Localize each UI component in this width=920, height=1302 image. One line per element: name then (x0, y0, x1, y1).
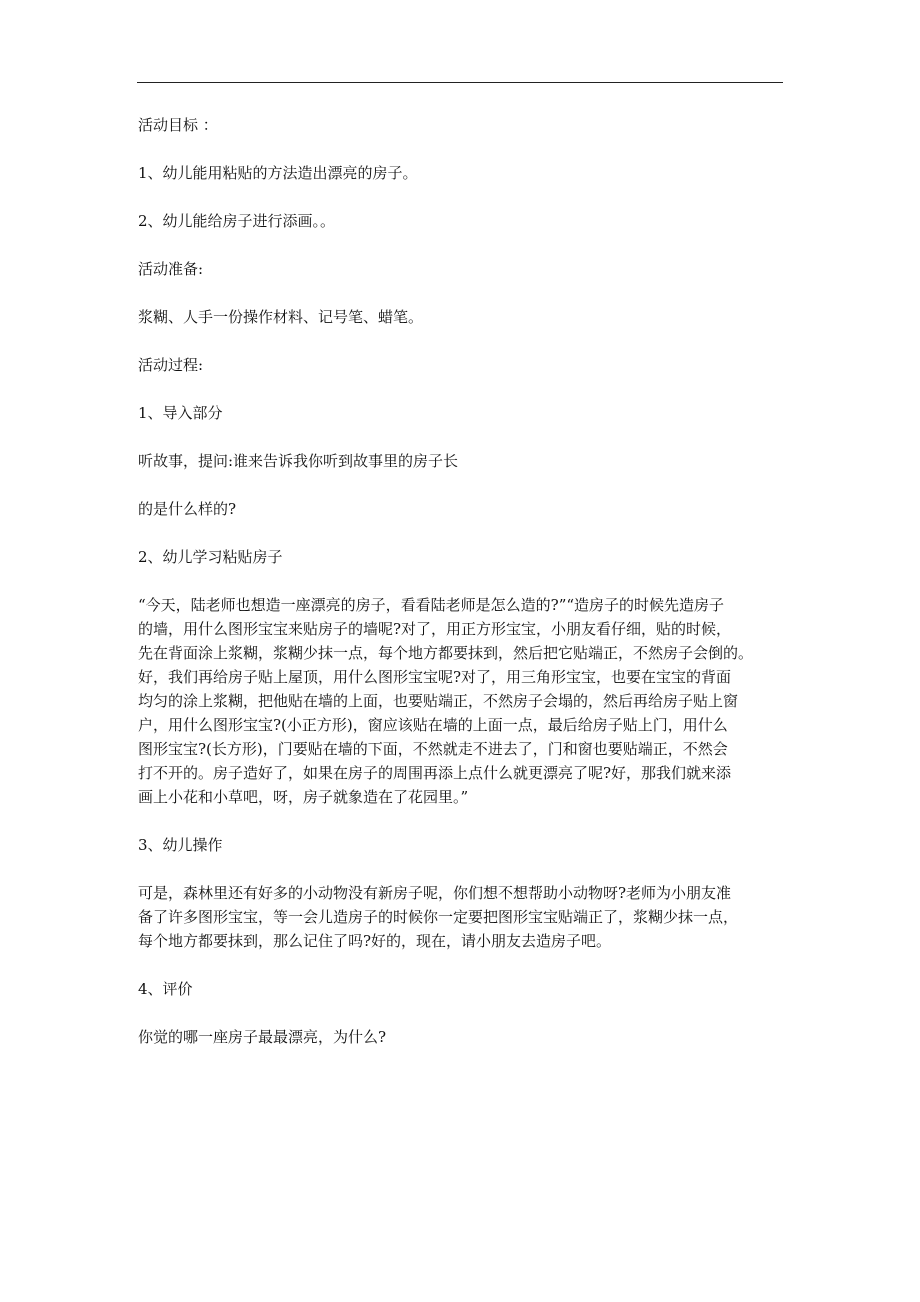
section-2-line: 先在背面涂上浆糊，浆糊少抹一点，每个地方都要抹到，然后把它贴端正，不然房子会倒的。 (138, 644, 754, 662)
objectives-heading: 活动目标 ： (138, 116, 218, 134)
section-1-title: 1、导入部分 (138, 404, 223, 422)
section-2-line: “今天，陆老师也想造一座漂亮的房子，看看陆老师是怎么造的?”“造房子的时候先造房子 (138, 596, 725, 614)
section-2-line: 图形宝宝?(长方形)，门要贴在墙的下面，不然就走不进去了，门和窗也要贴端正，不然会 (138, 740, 728, 758)
section-2-line: 均匀的涂上浆糊，把他贴在墙的上面，也要贴端正，不然房子会塌的，然后再给房子贴上窗 (138, 692, 739, 710)
section-1-line-2: 的是什么样的? (138, 500, 237, 518)
section-3-line: 可是，森林里还有好多的小动物没有新房子呢，你们想不想帮助小动物呀?老师为小朋友准 (138, 884, 732, 902)
section-2-title: 2、幼儿学习粘贴房子 (138, 548, 283, 566)
preparation-heading: 活动准备: (138, 260, 204, 278)
section-4-title: 4、评价 (138, 980, 193, 998)
section-3-paragraph (138, 881, 788, 953)
section-2-line: 好，我们再给房子贴上屋顶，用什么图形宝宝呢?对了，用三角形宝宝，也要在宝宝的背面 (138, 668, 732, 686)
header-rule (137, 82, 783, 83)
process-heading: 活动过程: (138, 356, 204, 374)
section-3-line: 备了许多图形宝宝，等一会儿造房子的时候你一定要把图形宝宝贴端正了，浆糊少抹一点， (138, 908, 739, 926)
section-4-text: 你觉的哪一座房子最最漂亮，为什么? (138, 1028, 387, 1046)
preparation-text: 浆糊、人手一份操作材料、记号笔、蜡笔。 (138, 308, 424, 326)
objective-item-2: 2、幼儿能给房子进行添画。。 (138, 212, 336, 230)
section-2-paragraph (138, 593, 788, 809)
objective-item-1: 1、幼儿能用粘贴的方法造出漂亮的房子。 (138, 164, 418, 182)
section-2-line: 的墙，用什么图形宝宝来贴房子的墙呢?对了，用正方形宝宝，小朋友看仔细，贴的时候， (138, 620, 732, 638)
section-2-line: 户，用什么图形宝宝?(小正方形)，窗应该贴在墙的上面一点，最后给房子贴上门，用什么 (138, 716, 728, 734)
section-2-line: 打不开的。房子造好了，如果在房子的周围再添上点什么就更漂亮了呢?好，那我们就来添 (138, 764, 732, 782)
section-3-title: 3、幼儿操作 (138, 836, 223, 854)
document-body (138, 113, 788, 1073)
section-1-line-1: 听故事，提问:谁来告诉我你听到故事里的房子长 (138, 452, 459, 470)
section-3-line: 每个地方都要抹到，那么记住了吗?好的，现在，请小朋友去造房子吧。 (138, 932, 612, 950)
section-2-line: 画上小花和小草吧，呀，房子就象造在了花园里。” (138, 788, 469, 806)
